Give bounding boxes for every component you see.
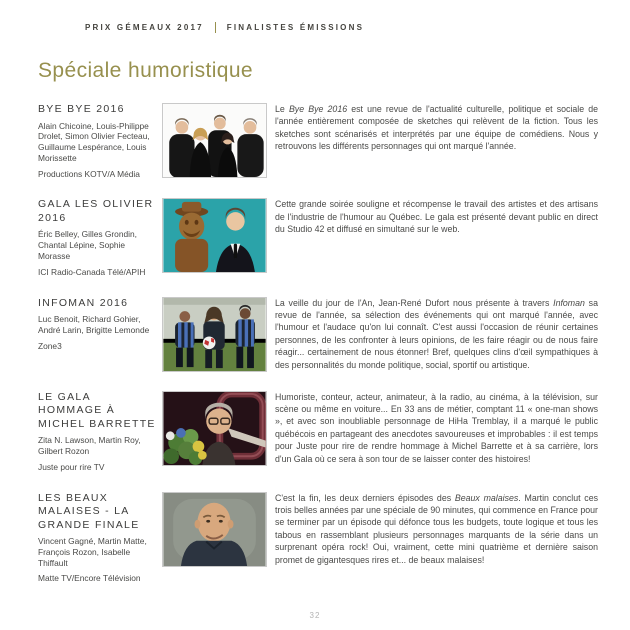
finalist-row-gala-hommage-michel-barrette (38, 391, 598, 473)
show-credits: Luc Benoit, Richard Gohier, André Larin, Brigitte Lemonde (38, 314, 150, 335)
show-producer: Productions KOTV/A Média (38, 168, 140, 179)
photo-infoman-2016 (162, 297, 269, 372)
show-producer: Matte TV/Encore Télévision (38, 573, 141, 584)
show-title: INFOMAN 2016 (38, 296, 129, 309)
finalist-row-bye-bye-2016 (38, 103, 598, 179)
header-event-title: PRIX GÉMEAUX 2017 (85, 23, 204, 32)
show-producer: Juste pour rire TV (38, 461, 105, 472)
show-description: C'est la fin, les deux derniers épisodes des Beaux malaises. Martin conclut ces trois belles années par une spéciale de 90 minutes, qui commence en France pour se terminer par un épisode qui défonce tous les budgets, toute logique et tous les tabous en rassemblant plusieurs personnages marquants de la série dans un surprenant opéra rock! Oui, vraiment, cette mini quatrième et dernière saison promet de gigantesques rires et... de beaux malaises! (275, 492, 599, 565)
show-description: Humoriste, conteur, acteur, animateur, à la radio, au cinéma, à la télévision, sur scène ou même en voiture... En 33 ans de métier, comptant 11 « one-man shows », et avec son inoubliable personnage de HiHa Tremblay, il a marqué le public québécois en partageant des anecdotes savoureuses et improbables : il est temps pour Juste pour rire de rendre hommage à Michel Barrette et à sa carrière, lors d'un Gala où ce sera à son tour de se laisser conter des histoires! (275, 391, 598, 464)
show-credits: Alain Chicoine, Louis-Philippe Drolet, Simon Olivier Fecteau, Guillaume Lespérance, Louis Morissette (38, 120, 150, 163)
show-producer: ICI Radio-Canada Télé/APIH (38, 266, 146, 277)
photo-les-beaux-malaises (162, 492, 269, 567)
show-producer: Zone3 (38, 340, 62, 351)
finalists-list (38, 103, 598, 584)
header-section: FINALISTES ÉMISSIONS (226, 23, 365, 32)
page-number: 32 (309, 611, 321, 620)
photo-gala-hommage-michel-barrette (162, 391, 269, 466)
finalist-row-les-beaux-malaises-la-grande-finale (38, 492, 598, 585)
show-credits: Vincent Gagné, Martin Matte, François Rozon, Isabelle Thiffault (38, 536, 147, 568)
show-title: GALA LES OLIVIER 2016 (38, 198, 154, 224)
page-header (85, 22, 598, 33)
header-divider (215, 22, 216, 33)
photo-gala-les-olivier-2016 (162, 198, 269, 273)
show-description: Cette grande soirée souligne et récompense le travail des artistes et des artisans de l'industrie de l'humour au Québec. Le gala est présenté devant public en direct du Studio 42 et diffusé en simultané sur le web. (275, 199, 598, 235)
photo-bye-bye-2016 (162, 103, 269, 178)
show-credits: Éric Belley, Gilles Grondin, Chantal Lépine, Sophie Morasse (38, 229, 137, 262)
show-title: BYE BYE 2016 (38, 103, 125, 115)
show-description: La veille du jour de l'An, Jean-René Dufort nous présente à travers Infoman sa revue de l'année, sa sélection des événements qui ont marqué l'année, avec l'humour et l'audace qu'on lui connaît. C'est aussi l'occasion de réunir certaines personnes, de les confronter à leurs opinions, de les faire réagir ou de nous faire réagir... certainement de nous étonner! Bref, quelques clins d'œil sympathiques à des personnalités du monde politique, social, sportif ou artistique. (275, 297, 598, 370)
finalist-row-infoman-2016 (38, 297, 598, 372)
show-description: Le Bye Bye 2016 est une revue de l'actualité culturelle, politique et sociale de l'année entièrement composée de sketches qui relèvent de la fiction. Tous les sketches sont scénarisés et interprétés par une équipe de comédiens. Nous y retrouvons les différents personnages qui ont marqué l'année. (275, 104, 599, 152)
show-credits: Zita N. Lawson, Martin Roy, Gilbert Rozon (38, 435, 141, 456)
show-title: LES BEAUX MALAISES - LA GRANDE FINALE (38, 491, 140, 531)
finalist-row-gala-les-olivier-2016 (38, 198, 598, 277)
section-title: Spéciale humoristique (38, 59, 254, 82)
show-title: LE GALA HOMMAGE À MICHEL BARRETTE (38, 390, 156, 430)
